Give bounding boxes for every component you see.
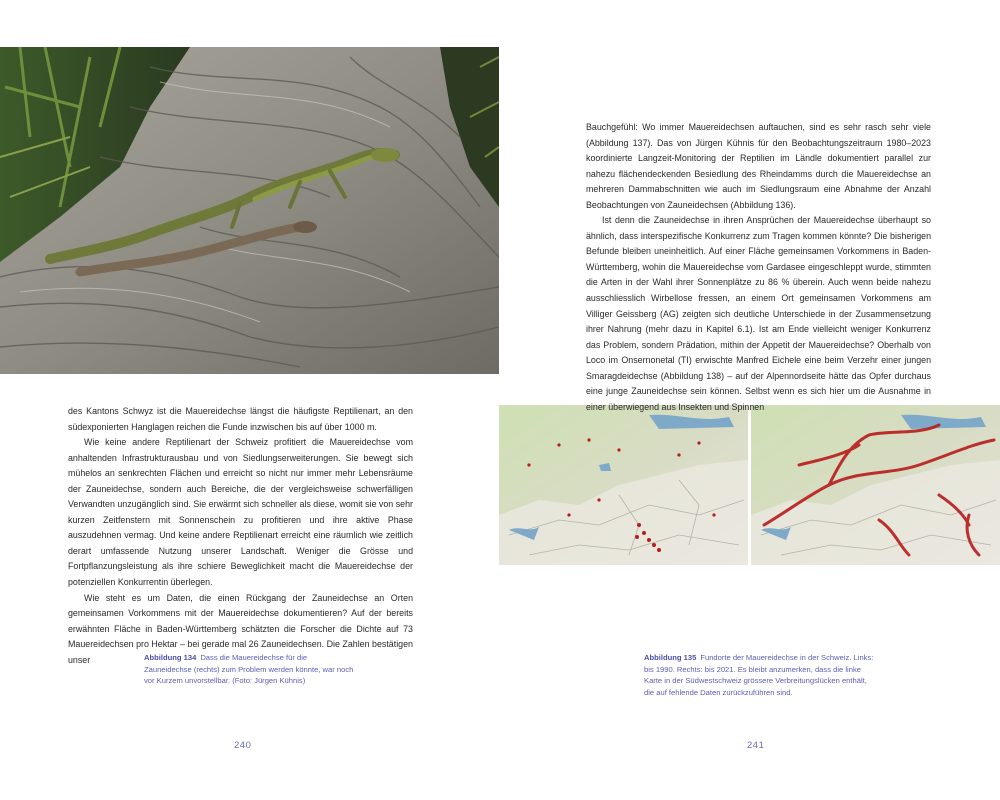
- left-paragraph: Wie keine andere Reptilienart der Schweiz profitiert die Mauereidechse vom anhaltenden Infrastrukturausbau und von Siedlungserweiterungen. Sie bewegt sich mühelos an senkrechten Flächen und erreicht so nicht nur immer mehr Lebensräume der Zauneidechse, sondern auch Bereiche, die der vergleichsweise schwerfälligen Verwandten unzugänglich sind. Sie erwärmt sich schneller als diese, womit sie von sehr kurzen Zeitfenstern mit Sonnenschein zu profitieren und ihre aktive Phase auszudehnen vermag. Und keine andere Reptilienart erreicht eine räumlich wie zeitlich derart umfassende Nutzung unserer Landschaft. Weniger die Grösse und Fortpflanzungsleistung als ihre schiere Beweglichkeit macht die Mauereidechse der potenziellen Konkurrentin überlegen.: [68, 437, 413, 588]
- right-text-column: [586, 120, 931, 415]
- caption-label: Abbildung 134: [144, 653, 197, 662]
- page-number-right: 241: [747, 740, 765, 751]
- right-paragraph: Ist denn die Zauneidechse in ihren Ansprüchen der Mauereidechse überhaupt so ähnlich, dass interspezifische Konkurrenz zum Tragen kommen könnte? Die bisherigen Befunde bleiben uneinheitlich. Auf einer Fläche gemeinsamen Vorkommens in Baden-Württemberg, wohin die Mauereidechse vom Gardasee eingeschleppt wurde, stimmten die Arten in der Wahl ihrer Sonnenplätze zu 86 % überein. Auch wenn beide nahezu ausschliesslich Wirbellose fressen, an einem Ort gemeinsamen Vorkommens am Villiger Geissberg (AG) zeigten sich deutliche Unterschiede in der Zusammensetzung ihrer Nahrung (mehr dazu in Kapitel 6.1). Ist am Ende vielleicht weniger Konkurrenz das Problem, sondern Prädation, mithin der Appetit der Mauereidechse? Oberhalb von Loco im Onsernonetal (TI) erwischte Manfred Eichele eine beim Verzehr einer jungen Smaragdeidechse (Abbildung 138) – auf der Alpennordseite hätte das Opfer durchaus eine junge Zauneidechse sein können. Selbst wenn es sich hier um die Ausnahme in einer überwiegend aus Insekten und Spinnen: [586, 215, 931, 412]
- right-paragraph: Bauchgefühl: Wo immer Mauereidechsen auftauchen, sind es sehr rasch sehr viele (Abbildung 137). Das von Jürgen Kühnis für den Beobachtungszeitraum 1980–2023 koordinierte Langzeit-Monitoring der Reptilien im Ländle dokumentiert parallel zur nahezu flächendeckenden Besiedlung des Rheindamms durch die Mauereidechse an mehreren Dammabschnitten wie auch im Siedlungsraum eine Abnahme der Anzahl Beobachtungen von Zauneidechsen (Abbildung 136).: [586, 122, 931, 210]
- distribution-maps: [499, 405, 1000, 565]
- map-until-2021: [751, 405, 1000, 565]
- map-until-1990: [499, 405, 748, 565]
- left-text-column: [68, 404, 413, 668]
- lizard-on-wood-photo: [0, 47, 499, 374]
- left-paragraph: des Kantons Schwyz ist die Mauereidechse längst die häufigste Reptilienart, an den südexponierten Hanglagen reichen die Funde inzwischen bis auf über 1000 m.: [68, 406, 413, 432]
- caption-text: Fundorte der Mauereidechse in der Schweiz. Links: bis 1990. Rechts: bis 2021. Es bleibt anzumerken, dass die linke Karte in der Südwestschweiz grössere Verbreitungslücken enthält, die auf fehlende Daten zurückzuführen sind.: [644, 653, 874, 697]
- page-number-left: 240: [234, 740, 252, 751]
- figure-caption-134: [144, 652, 354, 687]
- figure-caption-135: [644, 652, 874, 698]
- caption-text: Dass die Mauereidechse für die Zauneidechse (rechts) zum Problem werden könnte, war noch vor Kurzem unvorstellbar. (Foto: Jürgen Kühnis): [144, 653, 354, 685]
- left-paragraph: Wie steht es um Daten, die einen Rückgang der Zauneidechse an Orten gemeinsamen Vorkommens mit der Mauereidechse dokumentieren? Auf der bereits erwähnten Fläche in Baden-Württemberg schätzten die Forscher die Dichte auf 73 Mauereidechsen pro Hektar – bei gerade mal 26 Zauneidechsen. Die Zahlen bestätigen unser: [68, 592, 413, 665]
- caption-label: Abbildung 135: [644, 653, 697, 662]
